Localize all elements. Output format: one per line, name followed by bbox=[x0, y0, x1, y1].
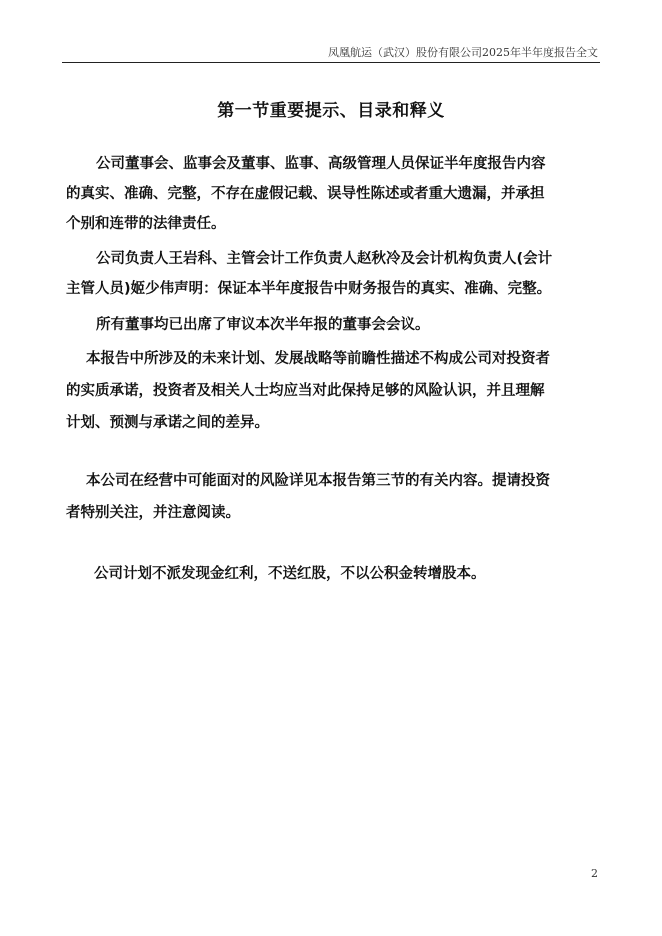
running-header-title: 凤凰航运（武汉）股份有限公司2025年半年度报告全文 bbox=[328, 46, 598, 59]
paragraph-directors-attendance bbox=[66, 310, 596, 340]
paragraph-line: 公司负责人王岩科、主管会计工作负责人赵秋冷及会计机构负责人(会计 bbox=[96, 251, 553, 267]
paragraph-line: 的实质承诺，投资者及相关人士均应当对此保持足够的风险认识，并且理解 bbox=[66, 383, 545, 399]
paragraph-line: 所有董事均已出席了审议本次半年报的董事会会议。 bbox=[96, 317, 430, 333]
page-number: 2 bbox=[591, 867, 598, 880]
paragraph-board-guarantee bbox=[66, 149, 596, 239]
paragraph-line: 个别和连带的法律责任。 bbox=[66, 216, 226, 232]
paragraph-line: 本公司在经营中可能面对的风险详见本报告第三节的有关内容。提请投资 bbox=[86, 473, 550, 489]
paragraph-line: 公司计划不派发现金红利，不送红股，不以公积金转增股本。 bbox=[94, 566, 486, 582]
section-title: 第一节重要提示、目录和释义 bbox=[217, 101, 445, 121]
paragraph-line: 计划、预测与承诺之间的差异。 bbox=[66, 415, 269, 431]
paragraph-risk-notice bbox=[66, 465, 596, 529]
paragraph-responsible-persons-statement bbox=[66, 244, 596, 304]
paragraph-line: 本报告中所涉及的未来计划、发展战略等前瞻性描述不构成公司对投资者 bbox=[86, 351, 550, 367]
paragraph-line: 公司董事会、监事会及董事、监事、高级管理人员保证半年度报告内容 bbox=[96, 156, 546, 172]
paragraph-dividend-plan bbox=[66, 558, 596, 590]
paragraph-forward-looking-statement bbox=[66, 343, 596, 439]
paragraph-line: 的真实、准确、完整，不存在虚假记载、误导性陈述或者重大遗漏，并承担 bbox=[66, 186, 545, 202]
header-divider bbox=[62, 62, 600, 63]
paragraph-line: 者特别关注，并注意阅读。 bbox=[66, 505, 240, 521]
paragraph-line: 主管人员)姬少伟声明：保证本半年度报告中财务报告的真实、准确、完整。 bbox=[66, 281, 552, 297]
